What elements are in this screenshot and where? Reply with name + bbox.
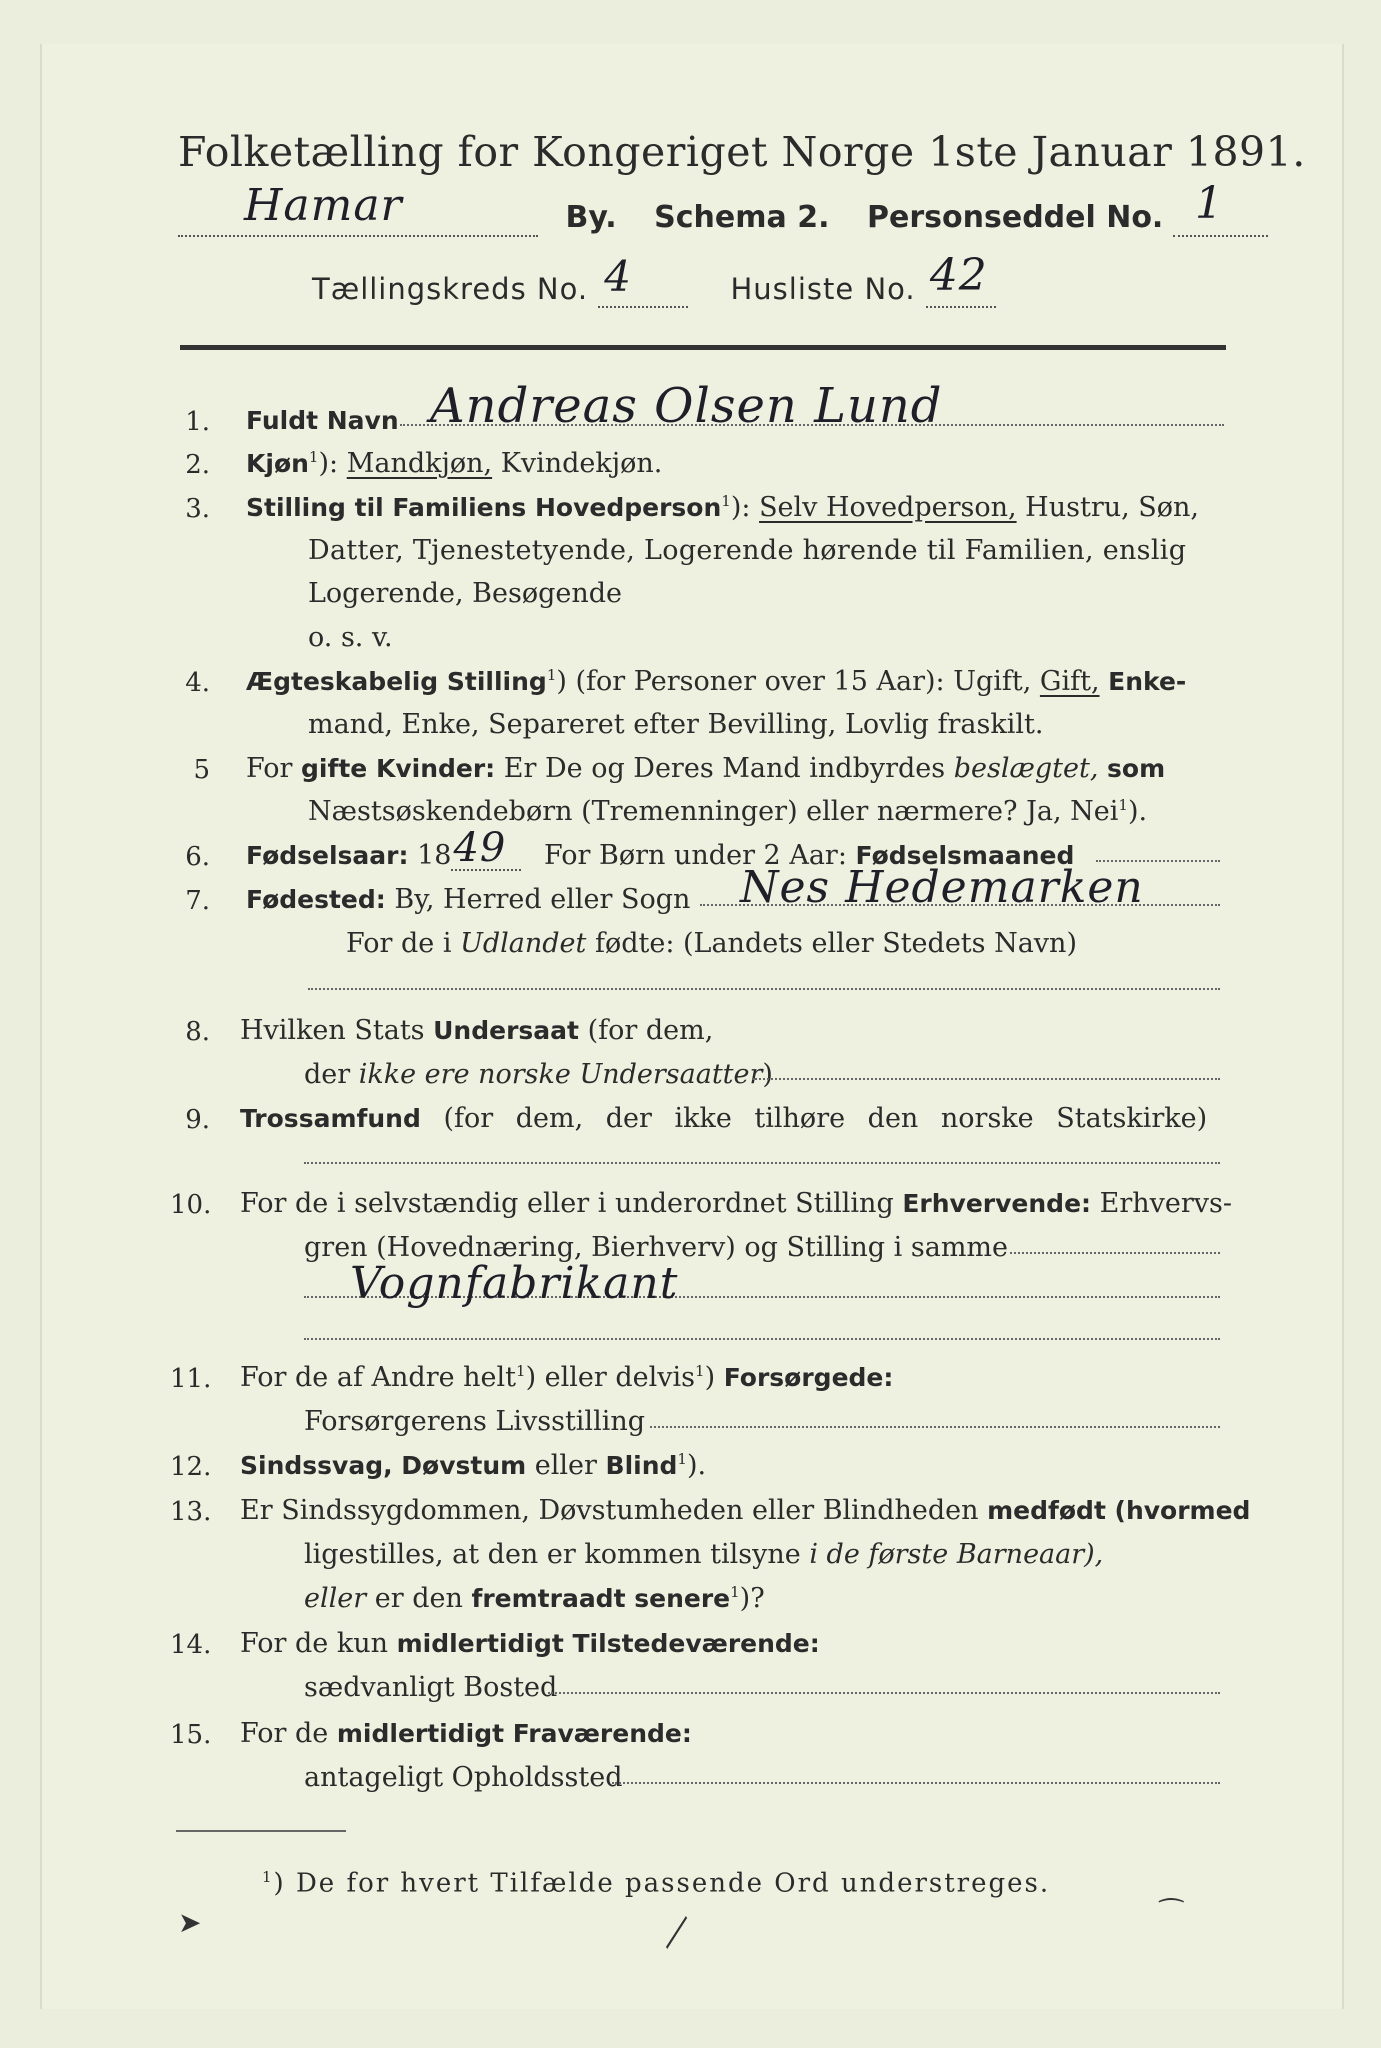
q5-row-2 xyxy=(308,798,1147,825)
q5-label: gifte Kvinder: xyxy=(301,754,496,783)
q13-line2-italic: i de første Barneaar), xyxy=(809,1539,1104,1570)
q13-label: medfødt xyxy=(987,1496,1106,1525)
q8-row-1 xyxy=(240,1017,713,1044)
header-line-1 xyxy=(178,178,1268,237)
q8-number: 8. xyxy=(185,1017,210,1047)
q4-sup: 1 xyxy=(546,666,557,684)
q7-answer: Nes Hedemarken xyxy=(740,862,1144,913)
q10-dotline-1 xyxy=(1010,1252,1220,1254)
personseddel-number: 1 xyxy=(1194,178,1224,229)
q5-pre: For xyxy=(246,753,293,784)
q15-row-2: antageligt Opholdssted xyxy=(304,1762,623,1793)
q5-italic: beslægtet, xyxy=(953,753,1099,784)
q3-line-2: Datter, Tjenestetyende, Logerende hørende til Familien, enslig xyxy=(308,535,1187,566)
q5-sup: 1 xyxy=(1118,796,1128,814)
q5-tail: som xyxy=(1107,754,1166,783)
q5-number: 5 xyxy=(193,755,210,785)
q8-pre: Hvilken Stats xyxy=(240,1015,425,1046)
q13-row-1 xyxy=(240,1497,1250,1524)
q12-sup: 1 xyxy=(677,1450,687,1468)
husliste-field xyxy=(926,250,996,308)
q6-prefix: 18 xyxy=(417,840,452,871)
q12-mid: eller xyxy=(534,1450,597,1481)
q2-option-mandkjon: Mandkjøn, xyxy=(346,448,493,479)
form-title: Folketælling for Kongeriget Norge 1ste Januar 1891. xyxy=(178,128,1306,176)
header-line-2 xyxy=(312,250,996,308)
q14-pre: For de kun xyxy=(240,1628,388,1659)
q11-row-1: For de af Andre helt$^1$) eller delvis$^1$) Forsørgede: xyxy=(240,1362,894,1393)
q2-colon: ): xyxy=(318,448,339,479)
q7-row-1 xyxy=(246,886,690,913)
q11-dotline xyxy=(650,1426,1220,1428)
q1-number: 1. xyxy=(185,407,210,437)
q15-dotline xyxy=(612,1782,1220,1784)
q14-dotline xyxy=(548,1692,1220,1694)
q8-label: Undersaat xyxy=(433,1016,579,1045)
q10-tail: Erhvervs- xyxy=(1099,1188,1233,1219)
q10-answer: Vognfabrikant xyxy=(350,1258,679,1309)
q13-row-2 xyxy=(304,1541,1103,1568)
q11-pre: For de af Andre helt xyxy=(240,1362,517,1393)
q7-number: 7. xyxy=(185,886,210,916)
q2-option-kvindekjon: Kvindekjøn. xyxy=(500,448,663,479)
q3-sup: 1 xyxy=(721,492,731,510)
q7-line2-post: fødte: (Landets eller Stedets Navn) xyxy=(594,928,1077,959)
q7-row-2 xyxy=(346,930,1077,957)
q8-row-2 xyxy=(304,1061,773,1088)
q10-pre: For de i selvstændig eller i underordnet Stilling xyxy=(240,1188,894,1219)
q4-tail: Enke- xyxy=(1108,667,1187,696)
q2-number: 2. xyxy=(185,450,210,480)
q9-blank-line xyxy=(304,1162,1220,1164)
q14-row-2: sædvanligt Bosted xyxy=(304,1672,558,1703)
q5-line-2-end: ). xyxy=(1127,796,1148,827)
q14-row-1 xyxy=(240,1630,820,1657)
q13-line2-pre: ligestilles, at den er kommen tilsyne xyxy=(304,1539,801,1570)
margin-arrow-mark: ➤ xyxy=(178,1906,202,1939)
q11-number: 11. xyxy=(170,1364,212,1394)
q6-label: Fødselsaar: xyxy=(246,841,409,870)
personseddel-field xyxy=(1173,178,1268,237)
q6-label-2: Fødselsmaaned xyxy=(855,841,1075,870)
q3-colon: ): xyxy=(730,492,751,523)
q15-pre: For de xyxy=(240,1718,329,1749)
q10-number: 10. xyxy=(170,1190,212,1220)
q14-number: 14. xyxy=(170,1630,212,1660)
q14-label: midlertidigt Tilstedeværende: xyxy=(396,1629,820,1658)
q10-dotline-3 xyxy=(304,1338,1220,1340)
q15-number: 15. xyxy=(170,1720,212,1750)
q8-text: (for dem, xyxy=(587,1015,714,1046)
q12-label-2: Blind xyxy=(605,1451,678,1480)
q9-row xyxy=(240,1105,1207,1132)
q8-line2-pre: der xyxy=(304,1059,351,1090)
q13-sup: 1 xyxy=(730,1583,740,1601)
footnote-rule xyxy=(176,1830,346,1832)
q3-line-4: o. s. v. xyxy=(308,622,393,653)
q1-label: Fuldt Navn xyxy=(246,406,399,435)
personseddel-label: Personseddel No. xyxy=(867,200,1164,235)
footnote-text: ) De for hvert Tilfælde passende Ord understreges. xyxy=(273,1868,1051,1899)
q7-text: By, Herred eller Sogn xyxy=(394,884,691,915)
q13-tail: (hvormed xyxy=(1114,1496,1251,1525)
q11-label: Forsørgede: xyxy=(723,1363,894,1392)
q15-label: midlertidigt Fraværende: xyxy=(336,1719,692,1748)
schema-label: Schema 2. xyxy=(654,200,830,235)
header-divider xyxy=(180,345,1226,350)
q3-line-3: Logerende, Besøgende xyxy=(308,578,622,609)
q13-line3-pre: er den xyxy=(374,1583,463,1614)
margin-tick-mark: ╲ xyxy=(657,1916,695,1949)
by-label: By. xyxy=(565,200,617,235)
q6-number: 6. xyxy=(185,842,210,872)
city-field xyxy=(178,180,538,237)
q12-number: 12. xyxy=(170,1452,212,1482)
q10-row-2: gren (Hovednæring, Bierhverv) og Stilling i samme xyxy=(304,1232,1009,1263)
q12-end: ). xyxy=(686,1450,707,1481)
footnote xyxy=(262,1870,1050,1897)
q4-line-2: mand, Enke, Separeret efter Bevilling, Lovlig fraskilt. xyxy=(308,709,1044,740)
q8-dotline xyxy=(752,1078,1220,1080)
q10-label: Erhvervende: xyxy=(902,1189,1092,1218)
q4-row-1 xyxy=(246,668,1186,695)
q9-label: Trossamfund xyxy=(240,1104,421,1133)
q7-line2-italic: Udlandet xyxy=(460,928,587,959)
q3-number: 3. xyxy=(185,494,210,524)
q8-line2-italic: ikke ere norske Undersaatter xyxy=(358,1059,763,1090)
q11-sup-1: 1 xyxy=(516,1362,526,1380)
q5-row-1 xyxy=(246,755,1165,782)
q3-option-selected: Selv Hovedperson, xyxy=(759,492,1017,523)
q3-row-1 xyxy=(246,494,1199,521)
q11-sup-2: 1 xyxy=(695,1362,705,1380)
q4-label: Ægteskabelig Stilling xyxy=(246,667,547,696)
taellingskreds-number: 4 xyxy=(604,252,633,301)
q10-row-1 xyxy=(240,1190,1232,1217)
q1-row xyxy=(246,407,399,434)
q1-answer: Andreas Olsen Lund xyxy=(430,378,943,434)
taellingskreds-field xyxy=(598,252,688,308)
footnote-sup: 1 xyxy=(262,1868,274,1886)
q13-pre: Er Sindssygdommen, Døvstumheden eller Blindheden xyxy=(240,1495,979,1526)
q5-text: Er De og Deres Mand indbyrdes xyxy=(503,753,946,784)
city-handwritten: Hamar xyxy=(244,180,403,231)
husliste-label: Husliste No. xyxy=(730,272,916,306)
q13-number: 13. xyxy=(170,1497,212,1527)
q9-number: 9. xyxy=(185,1105,210,1135)
q8-line2-post: ) xyxy=(762,1059,773,1090)
q6-text: For Børn under 2 Aar: xyxy=(544,840,847,871)
q3-line1-rest: Hustru, Søn, xyxy=(1025,492,1199,523)
husliste-number: 42 xyxy=(929,250,988,301)
q9-text: (for dem, der ikke tilhøre den norske Statskirke) xyxy=(443,1103,1208,1134)
q13-line3-label: fremtraadt senere xyxy=(471,1584,731,1613)
taellingskreds-label: Tællingskreds No. xyxy=(312,272,589,306)
q6-year-handwritten: 49 xyxy=(453,825,507,871)
margin-caret-mark: ⁀ xyxy=(1160,1898,1183,1931)
q13-row-3 xyxy=(304,1585,765,1612)
q6-year-field xyxy=(451,825,521,871)
q5-line-2: Næstsøskendebørn (Tremenninger) eller nærmere? Ja, Nei xyxy=(308,796,1119,827)
q11-mid: ) eller delvis xyxy=(525,1362,696,1393)
q3-label: Stilling til Familiens Hovedperson xyxy=(246,493,722,522)
q13-line3-end: )? xyxy=(739,1583,765,1614)
q12-label: Sindssvag, Døvstum xyxy=(240,1451,527,1480)
q11-row-2: Forsørgerens Livsstilling xyxy=(304,1406,646,1437)
q15-row-1 xyxy=(240,1720,692,1747)
q7-label: Fødested: xyxy=(246,885,386,914)
q2-sup: 1 xyxy=(308,448,319,466)
q7-blank-line xyxy=(308,988,1220,990)
q2-row xyxy=(246,450,662,477)
q4-text: ) (for Personer over 15 Aar): Ugift, xyxy=(556,666,1032,697)
q4-option-selected: Gift, xyxy=(1039,666,1100,697)
q13-line3-italic: eller xyxy=(304,1583,367,1614)
q7-line2-pre: For de i xyxy=(346,928,452,959)
q12-row xyxy=(240,1452,706,1479)
q4-number: 4. xyxy=(185,668,210,698)
q2-label: Kjøn xyxy=(246,449,309,478)
